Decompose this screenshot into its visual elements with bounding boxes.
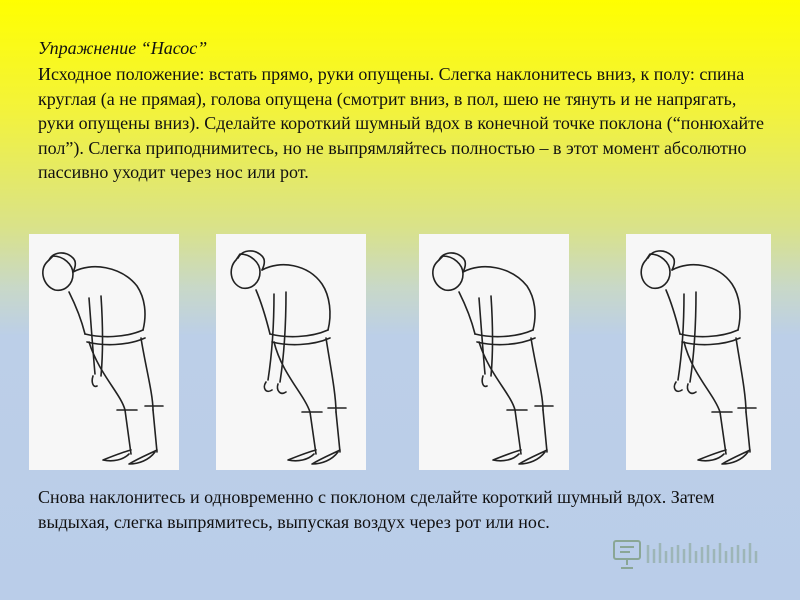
intro-text: Исходное положение: встать прямо, руки опущены. Слегка наклонитесь вниз, к полу: спина круглая (а не прямая), голова опущена (смотрит вниз, в пол, шею не тянуть и не напрягать, руки опущены вниз). Сделайте короткий шумный вдох в конечной точке поклона (“понюхайте пол”). Слегка приподнимитесь, но не выпрямляйтесь полностью – в этот момент абсолютно пассивно уходит через нос или рот. [38, 64, 764, 182]
figure-3 [419, 234, 569, 470]
figure-row [29, 234, 771, 470]
presentation-logo-icon [612, 537, 764, 571]
bending-person-icon [419, 234, 569, 470]
figure-1 [29, 234, 179, 470]
figure-2 [216, 234, 366, 470]
bending-person-icon [29, 234, 179, 470]
outro-text: Снова наклонитесь и одновременно с поклоном сделайте короткий шумный вдох. Затем выдыхая, слегка выпрямитесь, выпуская воздух через рот или нос. [38, 487, 715, 532]
bending-person-icon [626, 234, 771, 470]
bending-person-icon [216, 234, 366, 470]
figure-4 [626, 234, 771, 470]
exercise-title: Упражнение “Насос” [38, 38, 208, 58]
